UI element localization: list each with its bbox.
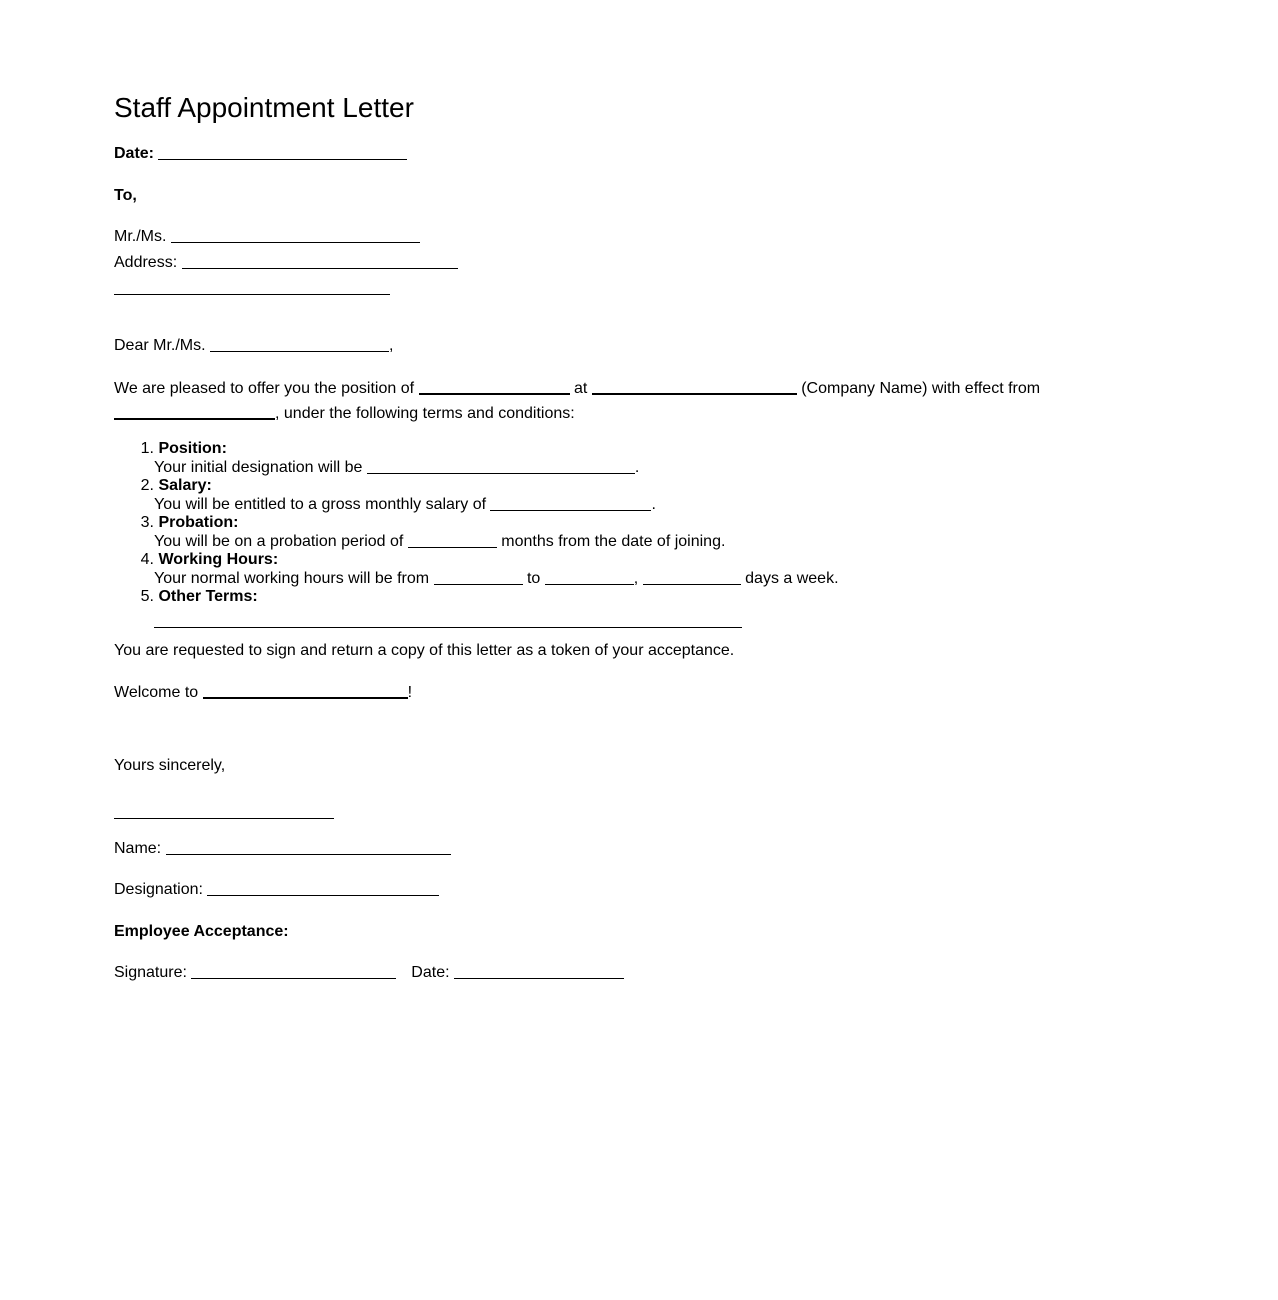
terms-list — [136, 440, 839, 630]
to-label: To, — [114, 187, 137, 204]
term-text: You will be entitled to a gross monthly salary of — [154, 496, 487, 513]
welcome-line — [114, 682, 412, 703]
offer-line-1 — [114, 378, 1040, 399]
signatory-name-line — [114, 839, 451, 859]
offer-text-4: , under the following terms and conditions: — [275, 405, 575, 422]
signatory-signature-field[interactable] — [114, 818, 334, 819]
term-number: 5. — [140, 588, 154, 605]
employee-signature-field[interactable] — [191, 963, 396, 979]
term-item-working-hours — [136, 551, 839, 588]
salutation-name-field[interactable] — [210, 336, 389, 352]
term-item-probation — [136, 514, 839, 551]
offer-line-2 — [114, 403, 575, 424]
date-line — [114, 144, 407, 164]
term-text-after: . — [651, 496, 656, 513]
term-text: Your normal working hours will be from — [154, 570, 430, 587]
other-terms-field[interactable] — [154, 612, 742, 628]
salutation-line — [114, 336, 393, 356]
term-text-mid: to — [526, 570, 541, 587]
term-heading: Probation: — [158, 514, 239, 531]
term-item-other — [136, 588, 839, 630]
hours-to-field[interactable] — [545, 569, 634, 585]
probation-months-field[interactable] — [408, 532, 497, 548]
term-text: You will be on a probation period of — [154, 533, 404, 550]
term-heading: Position: — [158, 440, 227, 457]
signatory-name-field[interactable] — [166, 839, 451, 855]
employee-acceptance-heading: Employee Acceptance: — [114, 923, 289, 940]
salutation-prefix: Dear Mr./Ms. — [114, 337, 206, 354]
signatory-designation-line — [114, 880, 439, 900]
term-text-after: months from the date of joining. — [501, 533, 726, 550]
term-item-salary — [136, 477, 839, 514]
offer-effective-date-field[interactable] — [114, 403, 275, 420]
term-number: 2. — [140, 477, 154, 494]
employee-acceptance-line — [114, 963, 624, 983]
closing-text: Yours sincerely, — [114, 757, 226, 774]
signatory-designation-label: Designation: — [114, 881, 203, 898]
recipient-name-label: Mr./Ms. — [114, 228, 167, 245]
offer-position-field[interactable] — [419, 378, 570, 395]
term-text-after: days a week. — [745, 570, 839, 587]
offer-company-field[interactable] — [592, 378, 797, 395]
hours-from-field[interactable] — [434, 569, 523, 585]
date-label: Date: — [114, 145, 155, 162]
term-heading: Other Terms: — [158, 588, 258, 605]
days-per-week-field[interactable] — [643, 569, 741, 585]
salary-field[interactable] — [490, 495, 651, 511]
signatory-name-label: Name: — [114, 840, 162, 857]
recipient-address-label: Address: — [114, 254, 178, 271]
salutation-suffix: , — [389, 337, 394, 354]
request-sign-text: You are requested to sign and return a copy of this letter as a token of your acceptance. — [114, 642, 735, 659]
term-number: 4. — [140, 551, 154, 568]
signatory-designation-field[interactable] — [207, 880, 439, 896]
recipient-name-line — [114, 227, 420, 247]
employee-signature-label: Signature: — [114, 964, 187, 981]
term-text: Your initial designation will be — [154, 459, 363, 476]
term-number: 3. — [140, 514, 154, 531]
offer-text-3: (Company Name) with effect from — [801, 380, 1041, 397]
welcome-company-field[interactable] — [203, 682, 408, 699]
employee-date-field[interactable] — [454, 963, 624, 979]
welcome-suffix: ! — [407, 684, 413, 701]
term-heading: Salary: — [158, 477, 212, 494]
recipient-address-field[interactable] — [182, 253, 458, 269]
offer-text-2: at — [573, 380, 588, 397]
recipient-address-field-line2[interactable] — [114, 294, 390, 295]
recipient-name-field[interactable] — [171, 227, 420, 243]
term-item-position — [136, 440, 839, 477]
term-heading: Working Hours: — [158, 551, 279, 568]
recipient-address-line — [114, 253, 458, 273]
welcome-prefix: Welcome to — [114, 684, 199, 701]
term-number: 1. — [140, 440, 154, 457]
term-text-after: . — [634, 459, 640, 476]
designation-field[interactable] — [367, 458, 635, 474]
employee-date-label: Date: — [411, 964, 450, 981]
offer-text-1: We are pleased to offer you the position of — [114, 380, 415, 397]
term-text-comma: , — [633, 570, 639, 587]
page-title: Staff Appointment Letter — [114, 92, 414, 123]
date-field[interactable] — [158, 144, 407, 160]
